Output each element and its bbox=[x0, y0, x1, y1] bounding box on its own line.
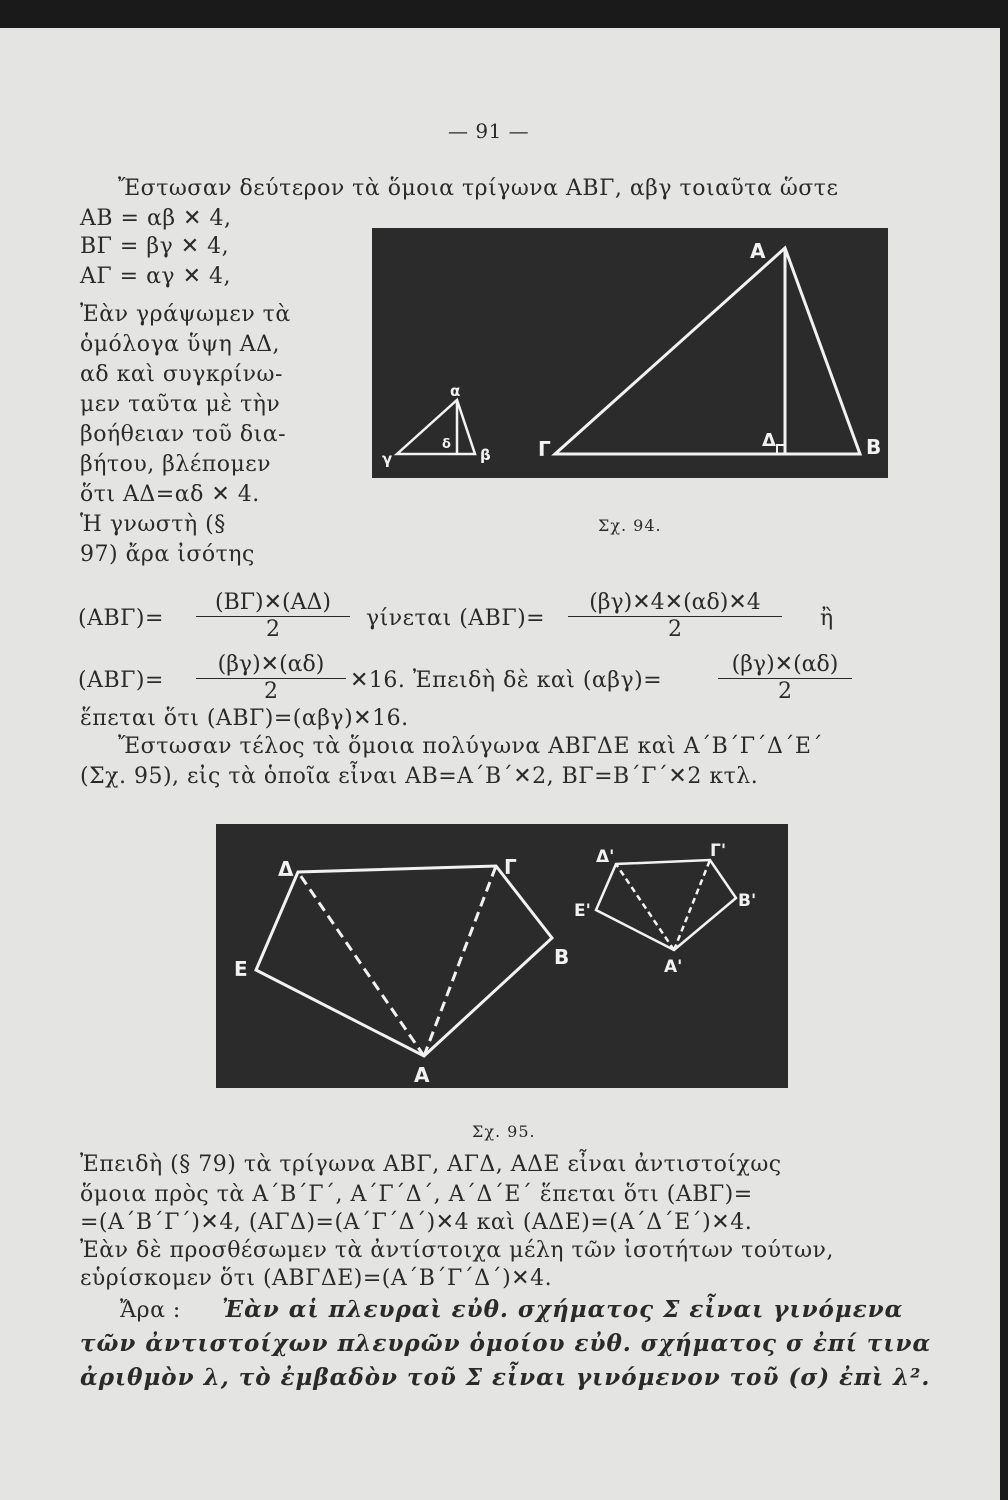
para2-line3: (Σχ. 95), εἰς τὰ ὁποῖα εἶναι ΑΒ=Α΄Β΄✕2, ΒΓ=Β΄Γ΄✕2 κτλ. bbox=[80, 764, 759, 789]
label-D: Δ bbox=[278, 857, 294, 881]
denominator: 2 bbox=[778, 679, 792, 704]
figure-94-caption: Σχ. 94. bbox=[598, 516, 662, 535]
label-a: α bbox=[450, 382, 461, 400]
formula2-mid: ✕16. Ἐπειδὴ δὲ καὶ (αβγ)= bbox=[350, 668, 663, 693]
label-B: Β bbox=[866, 435, 882, 459]
label-A1: Α' bbox=[664, 957, 683, 977]
formula2-fraction bbox=[196, 652, 346, 705]
label-G1: Γ' bbox=[710, 841, 727, 861]
side-line: ὅτι ΑΔ=αδ ✕ 4. bbox=[80, 482, 260, 507]
label-d: δ bbox=[442, 437, 451, 452]
side-line: βήτου, βλέπομεν bbox=[80, 452, 272, 477]
para2-line2: Ἔστωσαν τέλος τὰ ὅμοια πολύγωνα ΑΒΓΔΕ καὶ Α΄Β΄Γ΄Δ΄Ε΄ bbox=[118, 734, 823, 759]
formula1-mid: γίνεται (ΑΒΓ)= bbox=[366, 606, 546, 631]
equation-ag: ΑΓ = αγ ✕ 4, bbox=[80, 264, 231, 289]
para3-line: Ἐπειδὴ (§ 79) τὰ τρίγωνα ΑΒΓ, ΑΓΔ, ΑΔΕ εἶναι ἀντιστοίχως bbox=[80, 1152, 782, 1177]
label-D: Δ bbox=[762, 430, 776, 451]
para2-line1: ἕπεται ὅτι (ΑΒΓ)=(αβγ)✕16. bbox=[80, 706, 409, 731]
diagonal-A1D1 bbox=[616, 864, 674, 950]
denominator: 2 bbox=[668, 617, 682, 642]
label-E1: Ε' bbox=[574, 901, 591, 921]
formula1-fraction bbox=[196, 590, 350, 643]
similar-triangles-diagram bbox=[372, 228, 888, 478]
label-g: γ bbox=[382, 450, 393, 468]
conclusion-lead: Ἄρα : bbox=[120, 1298, 181, 1323]
equation-bg: ΒΓ = βγ ✕ 4, bbox=[80, 234, 230, 259]
denominator: 2 bbox=[264, 679, 278, 704]
similar-polygons-diagram bbox=[216, 824, 788, 1088]
label-b: β bbox=[480, 446, 491, 464]
side-line: Ἡ γνωστὴ (§ bbox=[80, 512, 226, 537]
para3-line: ὅμοια πρὸς τὰ Α΄Β΄Γ΄, Α΄Γ΄Δ΄, Α΄Δ΄Ε΄ ἕπεται ὅτι (ΑΒΓ)= bbox=[80, 1182, 753, 1207]
label-E: Ε bbox=[234, 957, 248, 981]
formula1-fraction-2 bbox=[568, 590, 782, 643]
conclusion-line: τῶν ἀντιστοίχων πλευρῶν ὁμοίου εὐθ. σχήματος σ ἐπί τινα bbox=[80, 1330, 932, 1357]
formula2-lhs: (ΑΒΓ)= bbox=[78, 668, 164, 693]
para3-line: εὑρίσκομεν ὅτι (ΑΒΓΔΕ)=(Α΄Β΄Γ΄Δ΄)✕4. bbox=[80, 1266, 553, 1291]
para1-intro: Ἔστωσαν δεύτερον τὰ ὅμοια τρίγωνα ΑΒΓ, αβγ τοιαῦτα ὥστε bbox=[118, 176, 839, 201]
page-number: — 91 — bbox=[448, 119, 530, 143]
large-triangle bbox=[555, 248, 860, 454]
label-G: Γ bbox=[538, 437, 551, 461]
numerator: (βγ)✕(αδ) bbox=[196, 652, 346, 679]
formula2-fraction-2 bbox=[718, 652, 852, 705]
formula1-end: ἢ bbox=[820, 606, 834, 631]
diagonal-AG bbox=[424, 866, 496, 1056]
label-D1: Δ' bbox=[596, 847, 615, 867]
small-triangle bbox=[397, 400, 475, 454]
side-line: Ἐὰν γράψωμεν τὰ bbox=[80, 302, 291, 327]
side-line: μεν ταῦτα μὲ τὴν bbox=[80, 392, 281, 417]
numerator: (ΒΓ)✕(ΑΔ) bbox=[196, 590, 350, 617]
figure-95 bbox=[216, 824, 788, 1088]
formula1-lhs: (ΑΒΓ)= bbox=[78, 606, 164, 631]
numerator: (βγ)✕(αδ) bbox=[718, 652, 852, 679]
equation-ab: ΑΒ = αβ ✕ 4, bbox=[80, 206, 232, 231]
label-B1: Β' bbox=[738, 891, 757, 911]
figure-95-caption: Σχ. 95. bbox=[472, 1122, 536, 1141]
label-G: Γ bbox=[504, 855, 517, 879]
denominator: 2 bbox=[266, 617, 280, 642]
figure-94 bbox=[372, 228, 888, 478]
conclusion-line: Ἐὰν αἱ πλευραὶ εὐθ. σχήματος Σ εἶναι γινόμενα bbox=[222, 1296, 904, 1323]
para3-line: =(Α΄Β΄Γ΄)✕4, (ΑΓΔ)=(Α΄Γ΄Δ΄)✕4 καὶ (ΑΔΕ)=(Α΄Δ΄Ε΄)✕4. bbox=[80, 1210, 753, 1235]
conclusion-line: ἀριθμὸν λ, τὸ ἐμβαδὸν τοῦ Σ εἶναι γινόμενον τοῦ (σ) ἐπὶ λ². bbox=[80, 1364, 931, 1391]
side-line: ὁμόλογα ὕψη ΑΔ, bbox=[80, 332, 281, 357]
label-B: Β bbox=[554, 945, 570, 969]
label-A: Α bbox=[750, 239, 766, 263]
side-line: βοήθειαν τοῦ δια- bbox=[80, 422, 287, 447]
label-A: Α bbox=[414, 1063, 430, 1087]
diagonal-AD bbox=[298, 872, 424, 1056]
side-line: αδ καὶ συγκρίνω- bbox=[80, 362, 283, 387]
para3-line: Ἐὰν δὲ προσθέσωμεν τὰ ἀντίστοιχα μέλη τῶν ἰσοτήτων τούτων, bbox=[80, 1238, 834, 1263]
numerator: (βγ)✕4✕(αδ)✕4 bbox=[568, 590, 782, 617]
side-line: 97) ἄρα ἰσότης bbox=[80, 542, 255, 567]
book-page bbox=[0, 28, 1000, 1500]
